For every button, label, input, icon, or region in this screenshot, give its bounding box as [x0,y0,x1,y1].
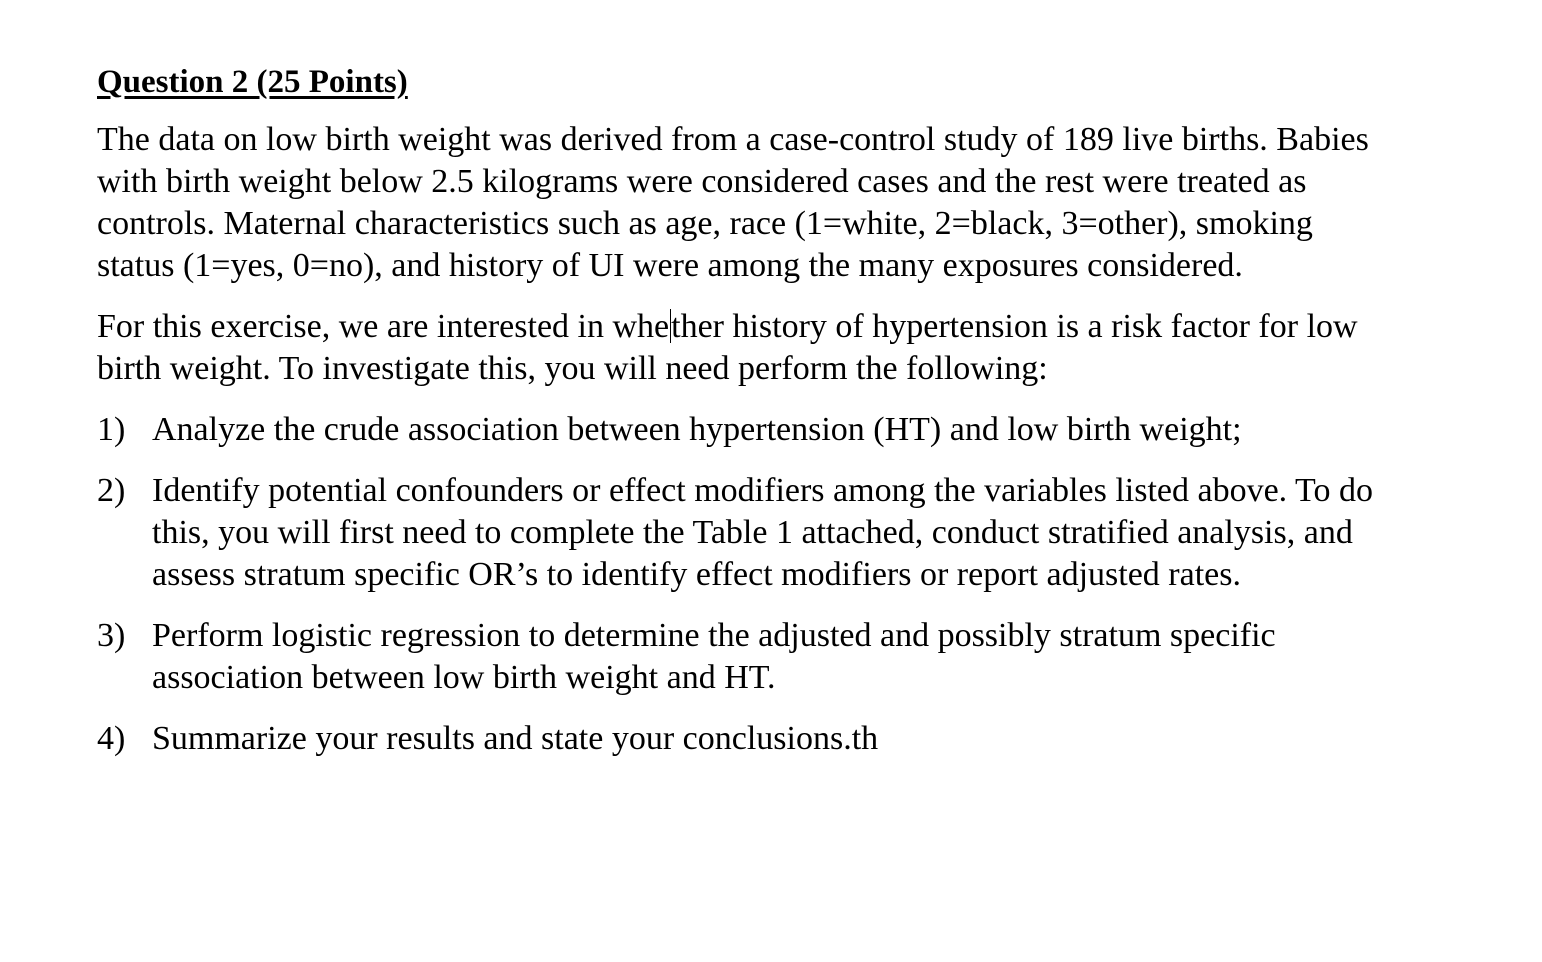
list-number: 1) [97,411,126,448]
question-heading: Question 2 (25 Points) [97,64,408,100]
list-item-line: Summarize your results and state your conclusions.th [152,720,879,757]
document-body[interactable] [97,58,1477,779]
list-item [97,718,1477,760]
list-item-line: association between low birth weight and HT. [152,659,776,696]
list-item [97,409,1477,451]
list-item [97,470,1477,596]
paragraph-line: status (1=yes, 0=no), and history of UI were among the many exposures considered. [97,247,1243,284]
task-list [97,409,1477,760]
paragraph-line: birth weight. To investigate this, you will need perform the following: [97,350,1048,387]
list-item-line: Analyze the crude association between hypertension (HT) and low birth weight; [152,411,1242,448]
text-after-cursor: ther history of hypertension is a risk factor for low [671,308,1358,345]
list-number: 3) [97,617,126,654]
list-number: 2) [97,472,126,509]
paragraph-line: controls. Maternal characteristics such as age, race (1=white, 2=black, 3=other), smoking [97,205,1313,242]
list-item [97,615,1477,699]
paragraph-line: with birth weight below 2.5 kilograms were considered cases and the rest were treated as [97,163,1307,200]
exercise-paragraph [97,306,1477,390]
text-before-cursor: For this exercise, we are interested in whe [97,308,670,345]
paragraph-line: The data on low birth weight was derived from a case-control study of 189 live births. Babies [97,121,1369,158]
list-item-line: this, you will first need to complete the Table 1 attached, conduct stratified analysis, and [152,514,1353,551]
list-item-line: Perform logistic regression to determine the adjusted and possibly stratum specific [152,617,1276,654]
intro-paragraph [97,119,1477,287]
list-item-line: assess stratum specific OR’s to identify effect modifiers or report adjusted rates. [152,556,1241,593]
paragraph-line [97,306,1477,348]
list-item-line: Identify potential confounders or effect modifiers among the variables listed above. To do [152,472,1373,509]
list-number: 4) [97,720,126,757]
